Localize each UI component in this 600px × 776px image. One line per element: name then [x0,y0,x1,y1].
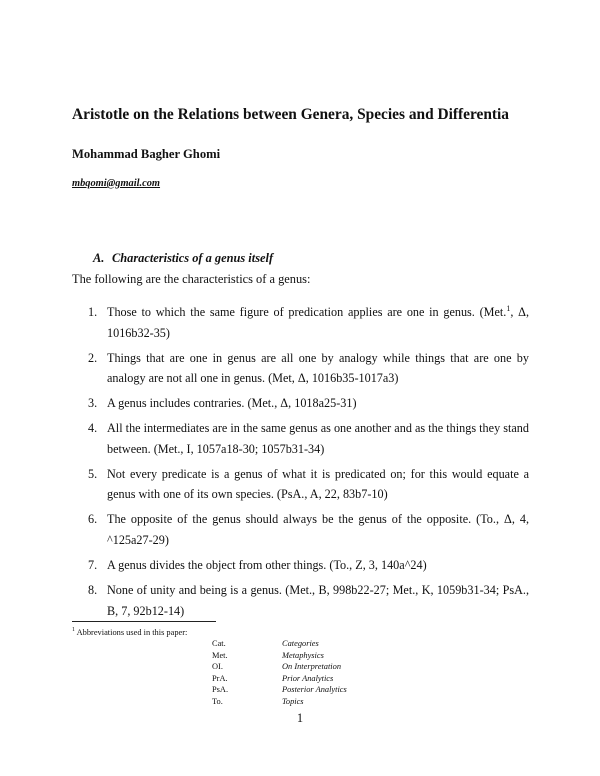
abbreviation-meaning: Topics [282,696,304,706]
intro-paragraph: The following are the characteristics of a genus: [72,272,311,286]
section-letter: A. [93,251,105,265]
list-item-text: A genus divides the object from other things. (To., Z, 3, 140a^24) [107,558,427,573]
abbreviation-row [212,685,347,697]
list-item-number: 8. [88,583,98,598]
abbreviations-table [212,639,347,709]
list-item-number: 3. [88,396,98,411]
abbreviation: Cat. [212,639,226,648]
list-item-number: 1. [88,305,98,319]
characteristics-list [0,302,600,626]
list-item-number: 6. [88,512,98,527]
list-item [0,348,600,389]
list-item [0,580,600,621]
section-heading-text: Characteristics of a genus itself [112,251,274,265]
list-item-text [107,302,529,343]
author-email-link[interactable]: mbqomi@gmail.com [72,178,161,189]
abbreviation-meaning: Categories [282,639,319,648]
abbreviation-row [212,639,347,651]
footnote-intro: Abbreviations used in this paper: [75,627,188,637]
list-item-text: Not every predicate is a genus of what it is predicated on; for this would equate a genus with one of its own species. (PsA., A, 22, 83b7-10) [107,466,529,502]
list-item [0,464,600,505]
list-item-text: None of unity and being is a genus. (Met., B, 998b22-27; Met., K, 1059b31-34; PsA., B, 7, 92b12-14) [107,583,529,618]
list-item-number: 5. [88,466,98,481]
author-name: Mohammad Bagher Ghomi [72,147,221,161]
abbreviation-row [212,674,347,686]
paper-title: Aristotle on the Relations between Genera, Species and Differentia [72,106,510,123]
section-heading [93,251,273,266]
list-item-text-part: Those to which the same figure of predication applies are one in genus. (Met. [107,305,507,319]
abbreviation-row [212,651,347,663]
abbreviation: To. [212,696,223,706]
list-item-number: 2. [88,350,98,365]
list-item-text: A genus includes contraries. (Met., Δ, 1018a25-31) [107,396,357,411]
list-item-text-part: , Δ, 1016b32-35) [107,305,529,340]
abbreviation: OI. [212,662,223,672]
list-item [0,393,600,414]
footnote-divider [72,621,216,622]
footnote-mark: 1 [72,627,75,633]
footnote-reference[interactable]: 1 [506,303,511,313]
list-item [0,302,600,343]
list-item-number: 7. [88,558,98,573]
list-item-text: Things that are one in genus are all one by analogy while things that are one by analogy are not all one in genus. (Met, Δ, 1016b35-1017a3) [107,350,529,386]
list-item-text: The opposite of the genus should always be the genus of the opposite. (To., Δ, 4, ^125a27-29) [107,512,529,547]
abbreviation-meaning: Prior Analytics [282,673,334,683]
list-item [0,509,600,550]
abbreviation-meaning: Posterior Analytics [282,685,347,695]
abbreviation: PrA. [212,673,228,683]
abbreviation-row [212,662,347,674]
footnote-text [72,627,187,637]
abbreviation: Met. [212,650,228,660]
list-item-text: All the intermediates are in the same genus as one another and as the things they stand between. (Met., I, 1057a18-30; 1057b31-34) [107,421,529,456]
list-item-number: 4. [88,421,98,436]
abbreviation: PsA. [212,685,229,695]
abbreviation-row [212,697,347,709]
abbreviation-meaning: Metaphysics [282,650,324,660]
list-item [0,418,600,459]
page-number: 1 [296,711,304,725]
list-item [0,555,600,576]
abbreviation-meaning: On Interpretation [282,662,342,672]
